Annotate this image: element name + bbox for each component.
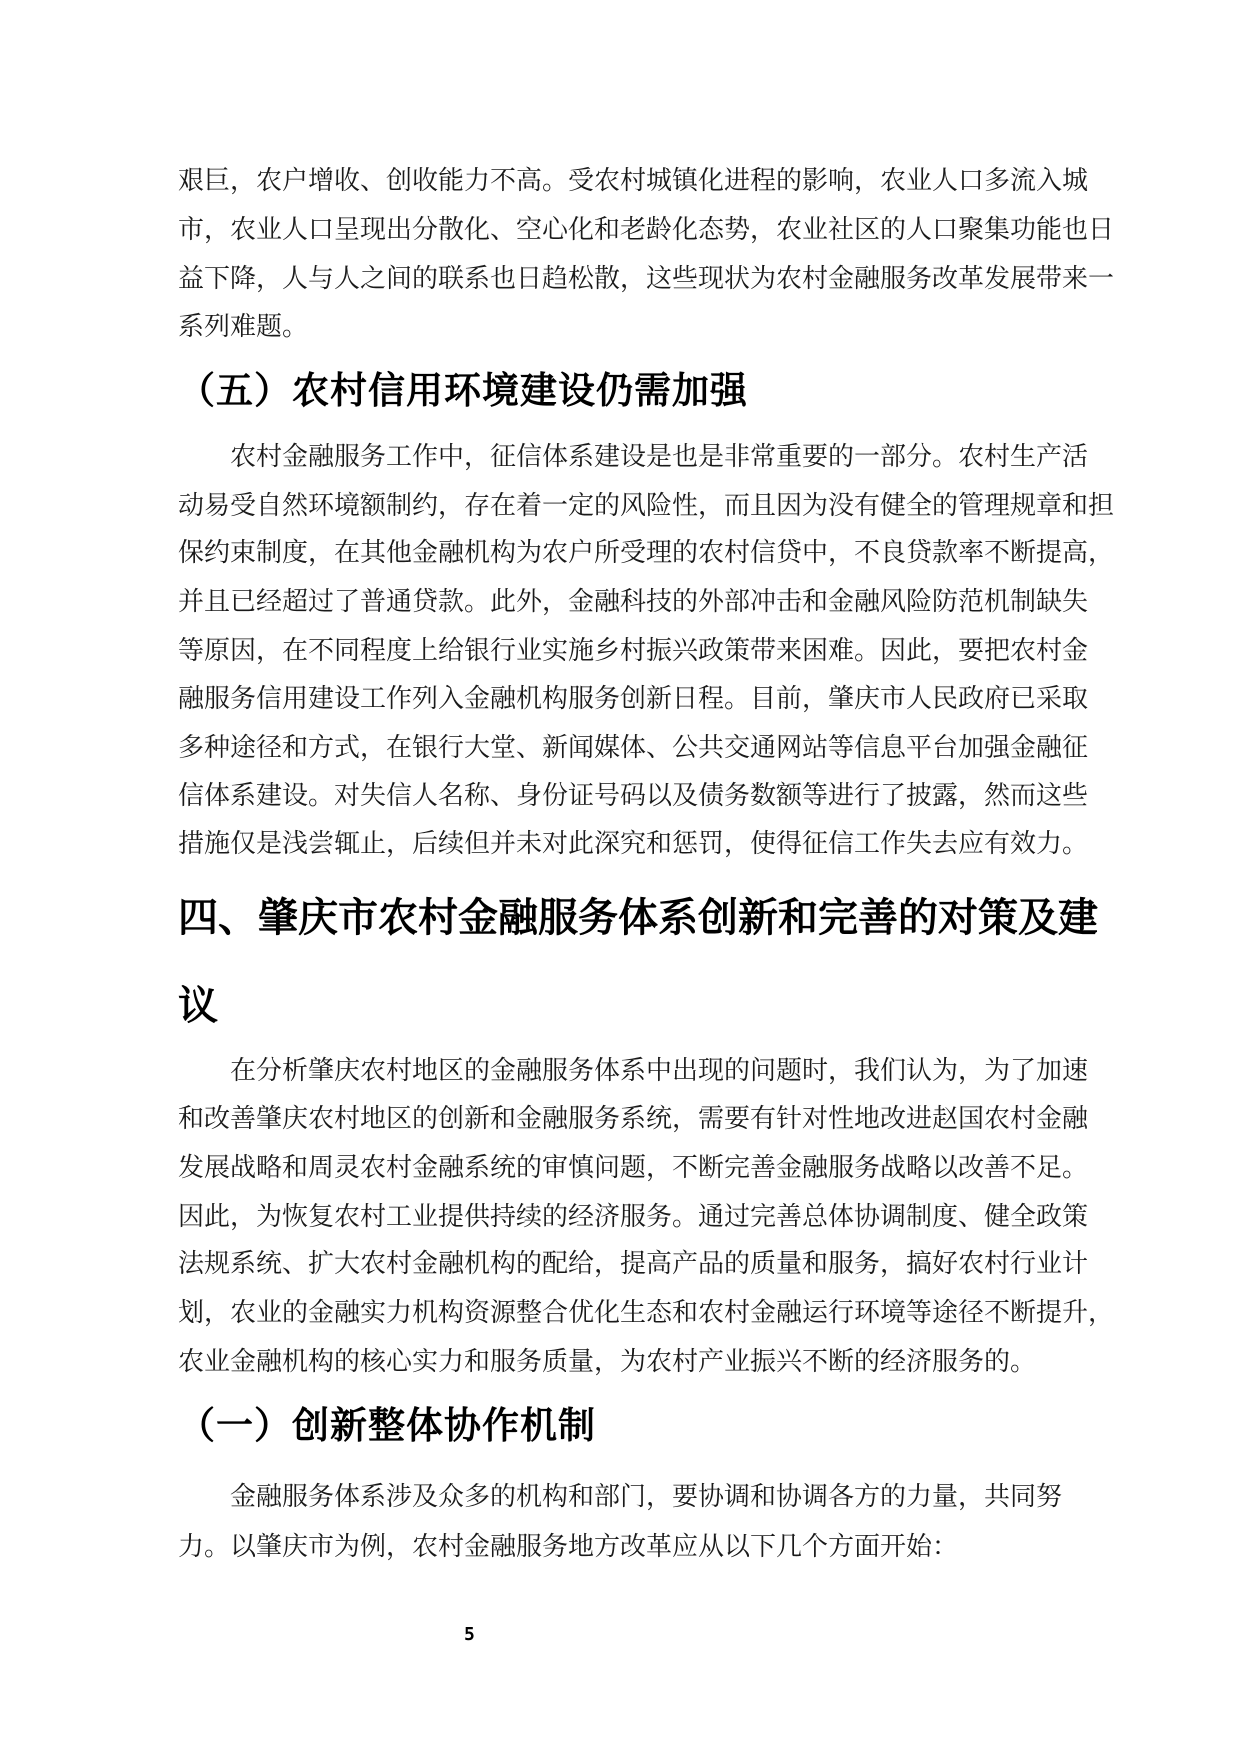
text-line: 等原因，在不同程度上给银行业实施乡村振兴政策带来困难。因此，要把农村金 [178, 636, 1089, 666]
text-line: 力。以肇庆市为例，农村金融服务地方改革应从以下几个方面开始： [178, 1532, 959, 1562]
text-line: 益下降，人与人之间的联系也日趋松散，这些现状为农村金融服务改革发展带来一 [178, 264, 1115, 294]
text-line: 艰巨，农户增收、创收能力不高。受农村城镇化进程的影响，农业人口多流入城 [178, 166, 1089, 196]
page-number: 5 [464, 1624, 475, 1645]
text-line: 法规系统、扩大农村金融机构的配给，提高产品的质量和服务，搞好农村行业计 [178, 1249, 1089, 1279]
text-line: 措施仅是浅尝辄止，后续但并未对此深究和惩罚，使得征信工作失去应有效力。 [178, 829, 1089, 859]
subsection-heading-collaboration: （一）创新整体协作机制 [178, 1404, 596, 1447]
text-line: 农业金融机构的核心实力和服务质量，为农村产业振兴不断的经济服务的。 [178, 1347, 1037, 1377]
text-line: 动易受自然环境额制约，存在着一定的风险性，而且因为没有健全的管理规章和担 [178, 491, 1115, 521]
section-heading-line: 议 [178, 983, 218, 1029]
text-line: 并且已经超过了普通贷款。此外，金融科技的外部冲击和金融风险防范机制缺失 [178, 587, 1089, 617]
text-line: 信体系建设。对失信人名称、身份证号码以及债务数额等进行了披露，然而这些 [178, 781, 1089, 811]
section-heading-line: 四、肇庆市农村金融服务体系创新和完善的对策及建 [178, 895, 1098, 941]
text-line: 融服务信用建设工作列入金融机构服务创新日程。目前，肇庆市人民政府已采取 [178, 684, 1089, 714]
text-line: 保约束制度，在其他金融机构为农户所受理的农村信贷中，不良贷款率不断提高， [178, 538, 1115, 568]
text-line: 系列难题。 [178, 312, 309, 342]
text-line: 在分析肇庆农村地区的金融服务体系中出现的问题时，我们认为，为了加速 [230, 1056, 1089, 1086]
text-line: 市，农业人口呈现出分散化、空心化和老龄化态势，农业社区的人口聚集功能也日 [178, 215, 1115, 245]
subsection-heading-credit-environment: （五）农村信用环境建设仍需加强 [178, 369, 748, 412]
text-line: 多种途径和方式，在银行大堂、新闻媒体、公共交通网站等信息平台加强金融征 [178, 733, 1089, 763]
text-line: 金融服务体系涉及众多的机构和部门，要协调和协调各方的力量，共同努 [230, 1482, 1063, 1512]
text-line: 农村金融服务工作中，征信体系建设是也是非常重要的一部分。农村生产活 [230, 442, 1089, 472]
text-line: 划，农业的金融实力机构资源整合优化生态和农村金融运行环境等途径不断提升， [178, 1298, 1115, 1328]
text-line: 发展战略和周灵农村金融系统的审慎问题，不断完善金融服务战略以改善不足。 [178, 1153, 1089, 1183]
text-line: 因此，为恢复农村工业提供持续的经济服务。通过完善总体协调制度、健全政策 [178, 1202, 1089, 1232]
text-line: 和改善肇庆农村地区的创新和金融服务系统，需要有针对性地改进赵国农村金融 [178, 1104, 1089, 1134]
